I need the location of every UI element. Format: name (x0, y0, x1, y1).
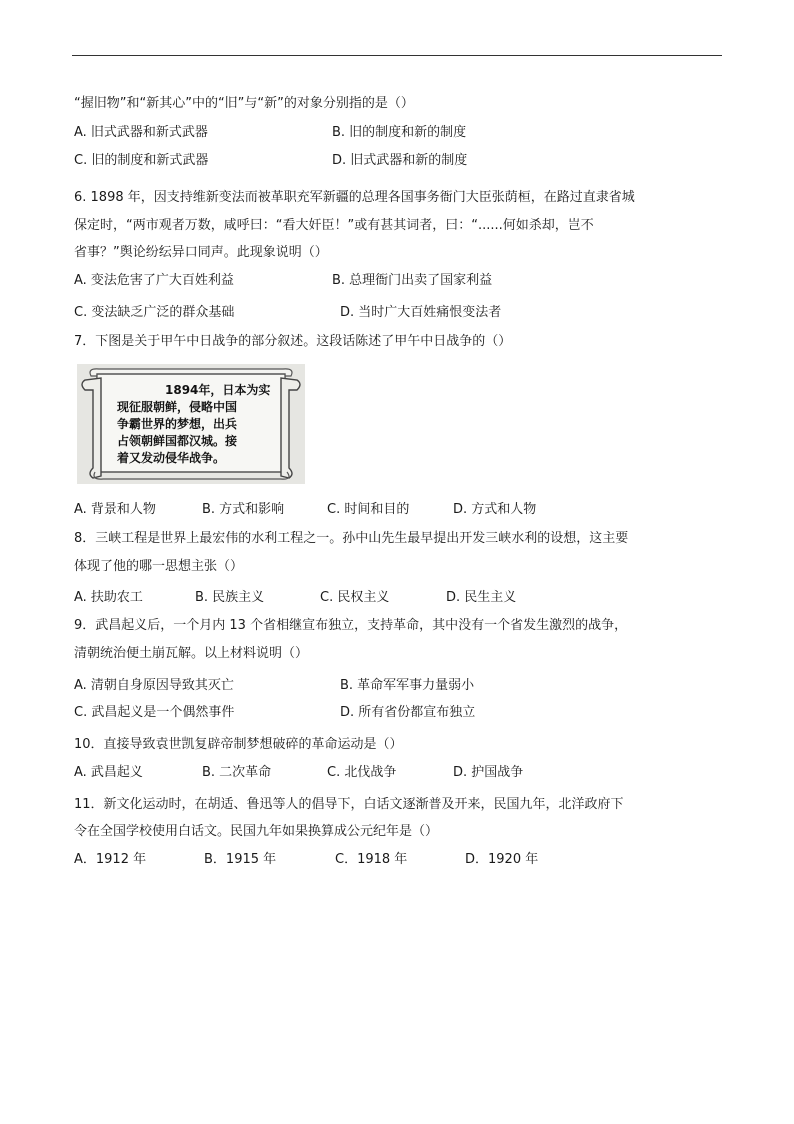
q9-option-b[interactable]: B. 革命军军事力量弱小 (340, 678, 475, 693)
scroll-figure (77, 364, 305, 484)
scroll-line-5: 着又发动侵华战争。 (117, 451, 226, 465)
q10-stem: 10．直接导致袁世凯复辟帝制梦想破碎的革命运动是（） (74, 737, 403, 752)
q9-stem-line-1: 9．武昌起义后，一个月内 13 个省相继宣布独立，支持革命，其中没有一个省发生激烈的战争， (74, 618, 628, 633)
scroll-line-2: 现征服朝鲜，侵略中国 (117, 400, 238, 414)
scroll-line-4: 占领朝鲜国都汉城。接 (117, 434, 238, 448)
q11-stem-line-1: 11．新文化运动时，在胡适、鲁迅等人的倡导下，白话文逐渐普及开来，民国九年，北洋政府下 (74, 797, 624, 812)
q6-stem-line-1: 6. 1898 年，因支持维新变法而被革职充军新疆的总理各国事务衙门大臣张荫桓，在路过直隶省城 (74, 190, 635, 205)
q9-stem-line-2: 清朝统治便土崩瓦解。以上材料说明（） (74, 646, 309, 661)
q7-option-c[interactable]: C. 时间和目的 (327, 502, 410, 517)
q8-option-b[interactable]: B. 民族主义 (195, 590, 265, 605)
q8-option-c[interactable]: C. 民权主义 (320, 590, 390, 605)
q11-option-b[interactable]: B．1915 年 (204, 852, 277, 867)
q11-option-c[interactable]: C．1918 年 (335, 852, 408, 867)
q9-option-a[interactable]: A. 清朝自身原因导致其灭亡 (74, 678, 234, 693)
q6-option-d[interactable]: D. 当时广大百姓痛恨变法者 (340, 305, 502, 320)
q10-option-b[interactable]: B. 二次革命 (202, 765, 272, 780)
q5-stem: “握旧物”和“新其心”中的“旧”与“新”的对象分别指的是（） (74, 96, 414, 111)
q7-scroll-image (77, 364, 305, 484)
q8-stem-line-2: 体现了他的哪一思想主张（） (74, 559, 244, 574)
q7-option-a[interactable]: A. 背景和人物 (74, 502, 156, 517)
q8-option-a[interactable]: A. 扶助农工 (74, 590, 143, 605)
q11-option-d[interactable]: D．1920 年 (465, 852, 539, 867)
q6-option-a[interactable]: A. 变法危害了广大百姓利益 (74, 273, 234, 288)
q9-option-c[interactable]: C. 武昌起义是一个偶然事件 (74, 705, 235, 720)
q11-option-a[interactable]: A．1912 年 (74, 852, 147, 867)
q5-option-c[interactable]: C. 旧的制度和新式武器 (74, 153, 209, 168)
q6-stem-line-2: 保定时，“两市观者万数，咸呼曰：“看大奸臣！”或有甚其词者，曰：“......何如杀却，岂不 (74, 218, 594, 233)
q7-stem: 7．下图是关于甲午中日战争的部分叙述。这段话陈述了甲午中日战争的（） (74, 334, 512, 349)
q8-stem-line-1: 8．三峡工程是世界上最宏伟的水利工程之一。孙中山先生最早提出开发三峡水利的设想，这主要 (74, 531, 629, 546)
q5-option-d[interactable]: D. 旧式武器和新的制度 (332, 153, 468, 168)
q6-option-c[interactable]: C. 变法缺乏广泛的群众基础 (74, 305, 235, 320)
q6-option-b[interactable]: B. 总理衙门出卖了国家利益 (332, 273, 493, 288)
q6-stem-line-3: 省事？”舆论纷纭异口同声。此现象说明（） (74, 245, 328, 260)
q10-option-a[interactable]: A. 武昌起义 (74, 765, 143, 780)
q8-option-d[interactable]: D. 民生主义 (446, 590, 517, 605)
q10-option-d[interactable]: D. 护国战争 (453, 765, 524, 780)
q7-option-d[interactable]: D. 方式和人物 (453, 502, 537, 517)
q5-option-a[interactable]: A. 旧式武器和新式武器 (74, 125, 208, 140)
q11-stem-line-2: 令在全国学校使用白话文。民国九年如果换算成公元纪年是（） (74, 824, 439, 839)
header-rule (72, 55, 722, 56)
q10-option-c[interactable]: C. 北伐战争 (327, 765, 397, 780)
q9-option-d[interactable]: D. 所有省份都宣布独立 (340, 705, 476, 720)
q7-option-b[interactable]: B. 方式和影响 (202, 502, 285, 517)
q5-option-b[interactable]: B. 旧的制度和新的制度 (332, 125, 467, 140)
scroll-line-1: 1894年，日本为实 (165, 383, 271, 397)
scroll-line-3: 争霸世界的梦想，出兵 (117, 417, 238, 431)
